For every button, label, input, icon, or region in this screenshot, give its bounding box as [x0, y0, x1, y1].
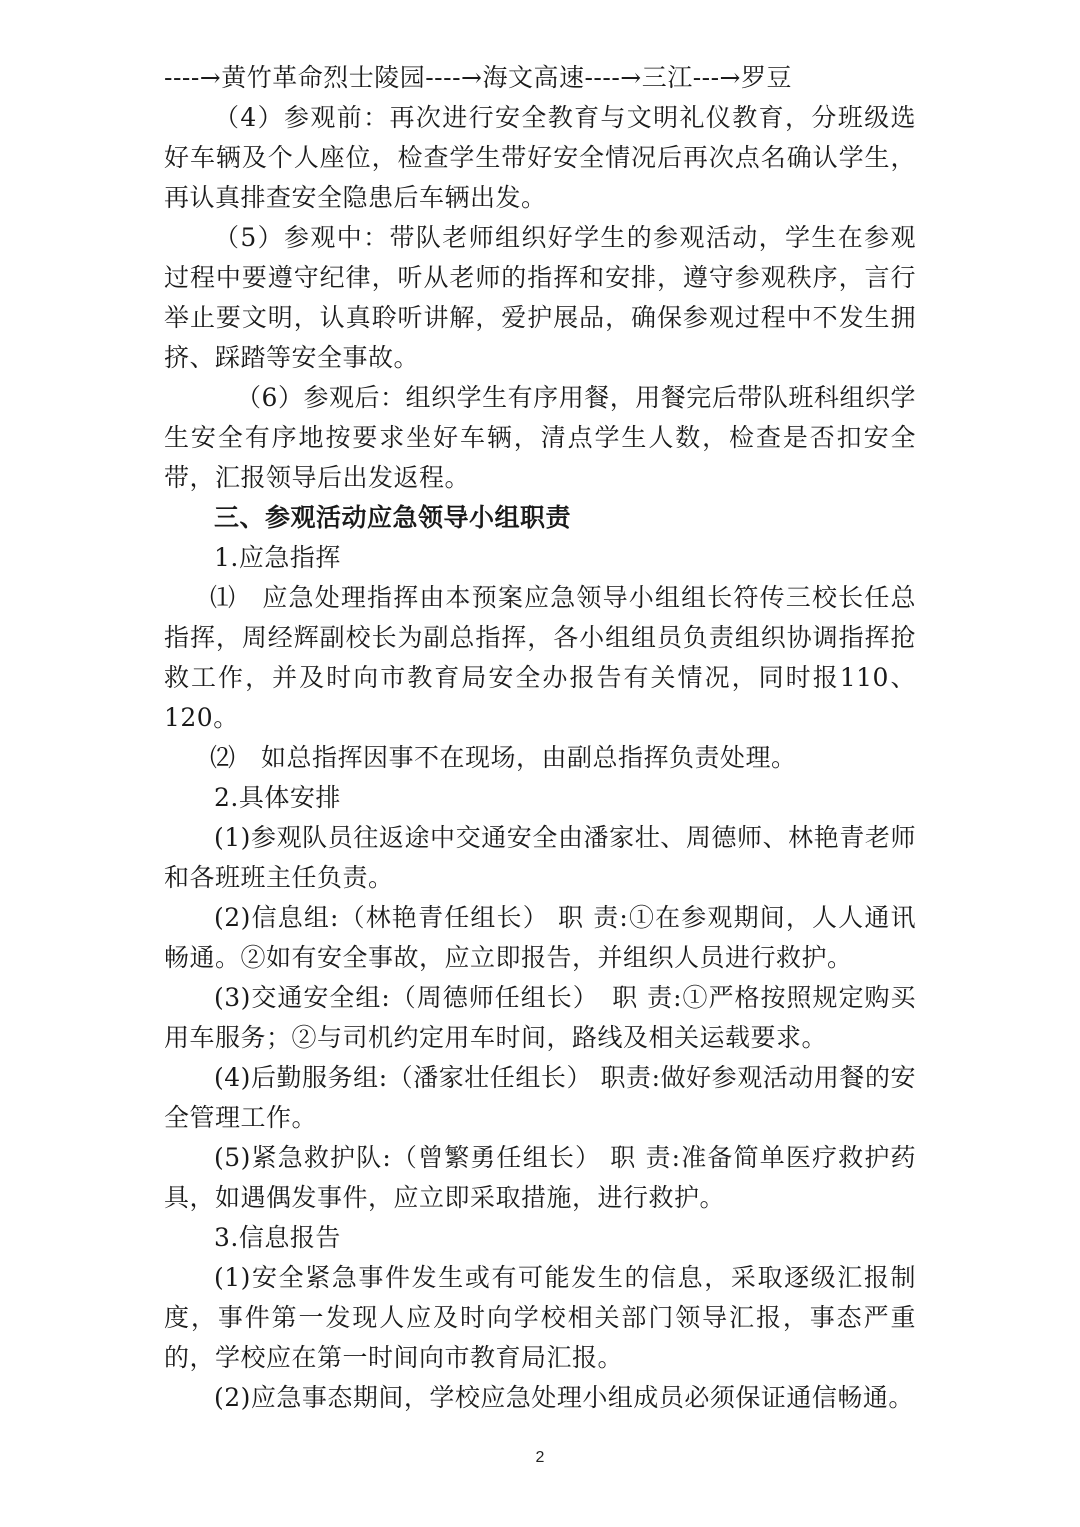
subsection-title: 1.应急指挥 — [214, 543, 341, 572]
subsection-title: 2.具体安排 — [214, 783, 341, 812]
paragraph-during-visit: （5）参观中：带队老师组织好学生的参观活动，学生在参观过程中要遵守纪律，听从老师的指挥和安排，遵守参观秩序，言行举止要文明，认真聆听讲解，爱护展品，确保参观过程中不发生拥挤、踩踏等安全事故。 — [164, 223, 916, 372]
paragraph-arrangement-2: (2)信息组:（林艳青任组长） 职 责:①在参观期间，人人通讯畅通。②如有安全事故，应立即报告，并组织人员进行救护。 — [164, 903, 916, 972]
page-number: 2 — [535, 1449, 545, 1466]
paragraph-after-visit: （6）参观后：组织学生有序用餐，用餐完后带队班科组织学生安全有序地按要求坐好车辆，清点学生人数，检查是否扣安全带，汇报领导后出发返程。 — [164, 383, 916, 492]
paragraph-report-1: (1)安全紧急事件发生或有可能发生的信息，采取逐级汇报制度，事件第一发现人应及时向学校相关部门领导汇报，事态严重的，学校应在第一时间向市教育局汇报。 — [164, 1263, 916, 1372]
paragraph-arrangement-1: (1)参观队员往返途中交通安全由潘家壮、周德师、林艳青老师和各班班主任负责。 — [164, 823, 916, 892]
route-line: ----→黄竹革命烈士陵园----→海文高速----→三江---→罗豆 — [164, 63, 792, 92]
paragraph-report-2: (2)应急事态期间，学校应急处理小组成员必须保证通信畅通。 — [214, 1383, 914, 1412]
paragraph-command-1: ⑴ 应急处理指挥由本预案应急领导小组组长符传三校长任总指挥，周经辉副校长为副总指挥，各小组组员负责组织协调指挥抢救工作，并及时向市教育局安全办报告有关情况，同时报110、120。 — [164, 583, 916, 732]
section-heading: 三、参观活动应急领导小组职责 — [214, 503, 572, 532]
document-body — [164, 58, 916, 1418]
paragraph-command-2: ⑵ 如总指挥因事不在现场，由副总指挥负责处理。 — [210, 743, 797, 772]
paragraph-arrangement-5: (5)紧急救护队:（曾繁勇任组长） 职 责:准备简单医疗救护药具，如遇偶发事件，应立即采取措施，进行救护。 — [164, 1143, 916, 1212]
subsection-title: 3.信息报告 — [214, 1223, 341, 1252]
paragraph-before-visit: （4）参观前：再次进行安全教育与文明礼仪教育，分班级选好车辆及个人座位，检查学生带好安全情况后再次点名确认学生，再认真排查安全隐患后车辆出发。 — [164, 103, 916, 212]
paragraph-arrangement-4: (4)后勤服务组:（潘家壮任组长） 职责:做好参观活动用餐的安全管理工作。 — [164, 1063, 916, 1132]
paragraph-arrangement-3: (3)交通安全组:（周德师任组长） 职 责:①严格按照规定购买用车服务；②与司机约定用车时间，路线及相关运载要求。 — [164, 983, 916, 1052]
